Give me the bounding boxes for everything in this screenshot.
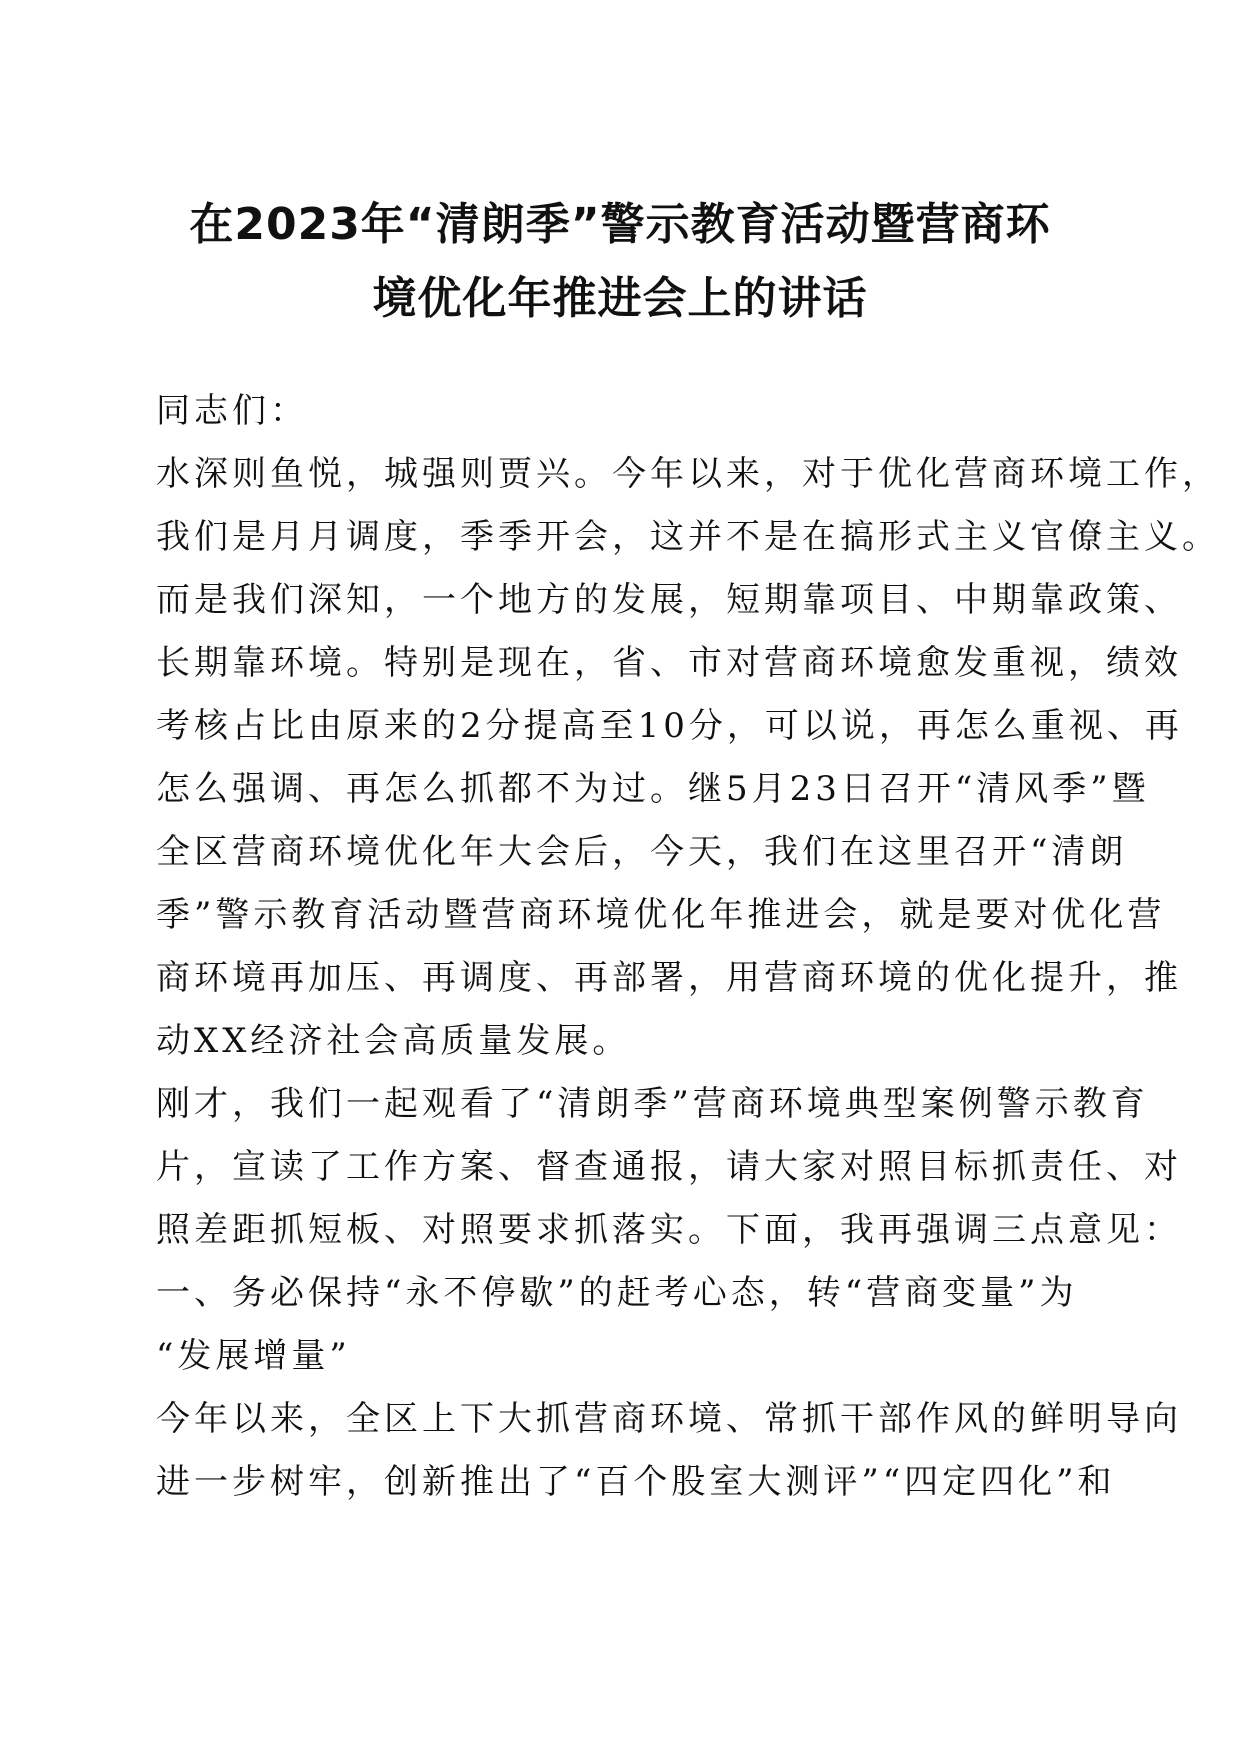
body-line: 我们是月月调度，季季开会，这并不是在搞形式主义官僚主义。: [156, 517, 1220, 557]
body-line: 水深则鱼悦，城强则贾兴。今年以来，对于优化营商环境工作，: [156, 454, 1220, 494]
body-line: 怎么强调、再怎么抓都不为过。继5月23日召开“清风季”暨: [156, 769, 1150, 809]
body-line: 片，宣读了工作方案、督查通报，请大家对照目标抓责任、对: [156, 1147, 1182, 1187]
body-line: 考核占比由原来的2分提高至10分，可以说，再怎么重视、再: [156, 706, 1183, 746]
title-line-2: 境优化年推进会上的讲话: [372, 273, 868, 324]
body-line: 刚才，我们一起观看了“清朗季”营商环境典型案例警示教育: [156, 1084, 1149, 1124]
body-line: 全区营商环境优化年大会后，今天，我们在这里召开“清朗: [156, 832, 1128, 872]
body-line: 而是我们深知，一个地方的发展，短期靠项目、中期靠政策、: [156, 580, 1182, 620]
body-line: 商环境再加压、再调度、再部署，用营商环境的优化提升，推: [156, 958, 1182, 998]
body-line: 照差距抓短板、对照要求抓落实。下面，我再强调三点意见：: [156, 1210, 1182, 1250]
section-heading-line: 一、务必保持“永不停歇”的赶考心态，转“营商变量”为: [156, 1273, 1078, 1313]
document-body: [156, 380, 1220, 1514]
title-line-1: 在2023年“清朗季”警示教育活动暨营商环: [189, 199, 1051, 250]
salutation: 同志们：: [156, 391, 308, 431]
body-line: 进一步树牢，创新推出了“百个股室大测评”“四定四化”和: [156, 1462, 1116, 1502]
body-line: 动XX经济社会高质量发展。: [156, 1021, 631, 1061]
section-heading-line: “发展增量”: [156, 1336, 351, 1376]
body-line: 今年以来，全区上下大抓营商环境、常抓干部作风的鲜明导向: [156, 1399, 1182, 1439]
document-title: [150, 188, 1090, 336]
body-line: 长期靠环境。特别是现在，省、市对营商环境愈发重视，绩效: [156, 643, 1182, 683]
body-line: 季”警示教育活动暨营商环境优化年推进会，就是要对优化营: [156, 895, 1166, 935]
